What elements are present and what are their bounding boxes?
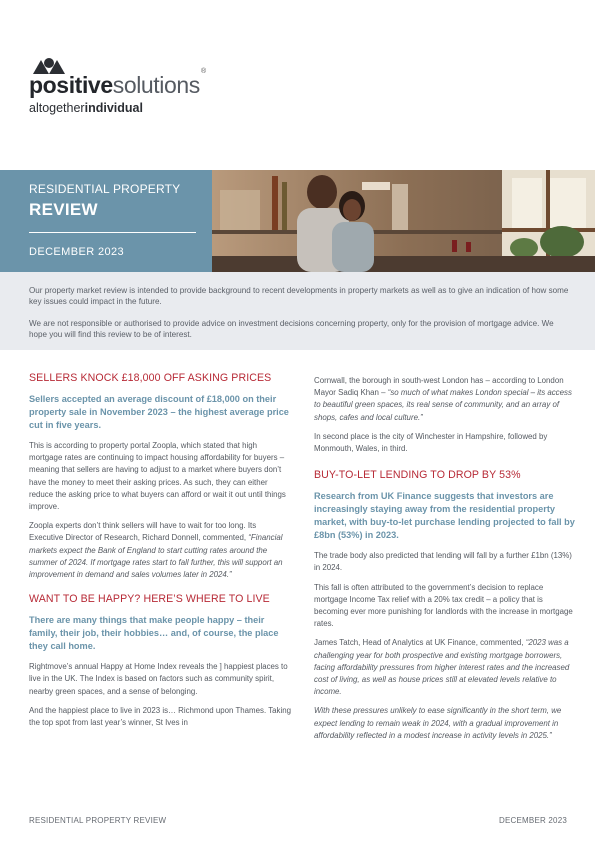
intro-panel — [0, 272, 595, 350]
happy-paragraph-2: And the happiest place to live in 2023 is… Richmond upon Thames. Taking the top spot from last year’s winner, St Ives in — [29, 705, 292, 728]
left-column — [29, 372, 291, 736]
sellers-heading: SELLERS KNOCK £18,000 OFF ASKING PRICES — [29, 372, 272, 384]
registered-mark: ® — [201, 68, 207, 75]
sellers-quote: “Financial markets expect the Bank of England to start cutting rates around the summer of 2024. If mortgage rates start to fall further, this will support an improvement in demand and sales volumes later in 2024.” — [29, 533, 283, 580]
happy-heading: WANT TO BE HAPPY? HERE’S WHERE TO LIVE — [29, 593, 270, 606]
sellers-lead: Sellers accepted an average discount of £18,000 on their property sale in November 2023 – the highest average price cut in five years. — [29, 394, 289, 430]
company-logo — [29, 56, 229, 120]
banner-date: DECEMBER 2023 — [29, 246, 125, 258]
banner-title: REVIEW — [29, 200, 98, 219]
sellers-paragraph-2: Zoopla experts don’t think sellers will have to wait for too long. Its Executive Director of Research, Richard Donnell, commented, “Financial markets expect the Bank of England to start cutting rates around the summer of 2024. If mortgage rates start to fall further, this will support an improvement in demand and sales volumes later in 2024.” — [29, 521, 283, 580]
logo-wordmark: positivesolutions — [29, 72, 200, 98]
happy-paragraph-3: Cornwall, the borough in south-west London has – according to London Mayor Sadiq Khan – “so much of what makes London special – its access to beautiful green spaces, its real sense of community, and an array of shops, cafes and local culture.” — [314, 376, 572, 422]
logo-tagline: altogetherindividual — [29, 101, 143, 115]
footer-title: RESIDENTIAL PROPERTY REVIEW — [29, 816, 167, 825]
intro-paragraph-2: We are not responsible or authorised to provide advice on investment decisions concerning property, only for the provision of mortgage advice. We hope you will find this review to be of interest. — [29, 319, 554, 339]
intro-paragraph-1: Our property market review is intended to provide background to recent developments in property markets as well as to give an indication of how some key issues could impact in the future. — [29, 286, 569, 306]
title-banner — [0, 170, 595, 272]
happy-quote: “so much of what makes London special – its access to beautiful green spaces, its real sense of community, and an array of shops, cafes and local culture.” — [314, 388, 572, 422]
btl-lead: Research from UK Finance suggests that investors are increasingly staying away from the residential property market, with buy-to-let purchase lending projected to fall by £8bn (53%) in 2023. — [314, 491, 575, 541]
happy-paragraph-4: In second place is the city of Winchester in Hampshire, followed by Monmouth, Wales, in third. — [314, 431, 548, 454]
btl-paragraph-3: James Tatch, Head of Analytics at UK Finance, commented, “2023 was a challenging year for both prospective and existing mortgage borrowers, facing affordability pressures from higher interest rates and the increased cost of living, as well as house prices still at elevated levels relative to income. — [314, 638, 570, 697]
banner-title-panel — [0, 170, 212, 272]
footer-date: DECEMBER 2023 — [499, 816, 567, 825]
couple-kitchen-photo — [212, 170, 595, 272]
btl-paragraph-2: This fall is often attributed to the government’s decision to replace mortgage Income Tax relief with a 20% tax credit – a policy that is becoming ever more punishing for landlords with the increase in mortgage rates. — [314, 582, 573, 629]
btl-quote-2: With these pressures unlikely to ease significantly in the short term, we expect lending to remain weak in 2024, with a gradual improvement in affordability reflected in a modest increase in activity levels in 2025.” — [314, 706, 562, 740]
btl-heading: BUY-TO-LET LENDING TO DROP BY 53% — [314, 469, 521, 482]
sellers-paragraph-1: This is according to property portal Zoopla, which stated that high mortgage rates are continuing to impact housing affordability for buyers – meaning that sellers are having to adjust to a market where buyers don’t have the money to meet their asking prices. As such, they can either reduce the asking price to what buyers can afford or wait it out until things improve. — [29, 441, 286, 512]
happy-lead: There are many things that make people happy – their family, their job, their hobbies… and, of course, the place they call home. — [29, 615, 279, 652]
btl-quote-1: “2023 was a challenging year for both prospective and existing mortgage borrowers, facing affordability pressures from higher interest rates and the increased cost of living, as well as house prices still at elevated levels relative to income. — [314, 638, 570, 697]
btl-paragraph-1: The trade body also predicted that lending will fall by a further £1bn (13%) in 2024. — [314, 551, 572, 573]
right-column — [314, 375, 576, 749]
banner-divider — [29, 232, 196, 233]
banner-supertitle: RESIDENTIAL PROPERTY — [29, 182, 181, 196]
happy-paragraph-1: Rightmove’s annual Happy at Home Index reveals the ] happiest places to live in the UK. The Index is based on factors such as community spirit, nearby green spaces, and a sense of belonging. — [29, 662, 288, 696]
